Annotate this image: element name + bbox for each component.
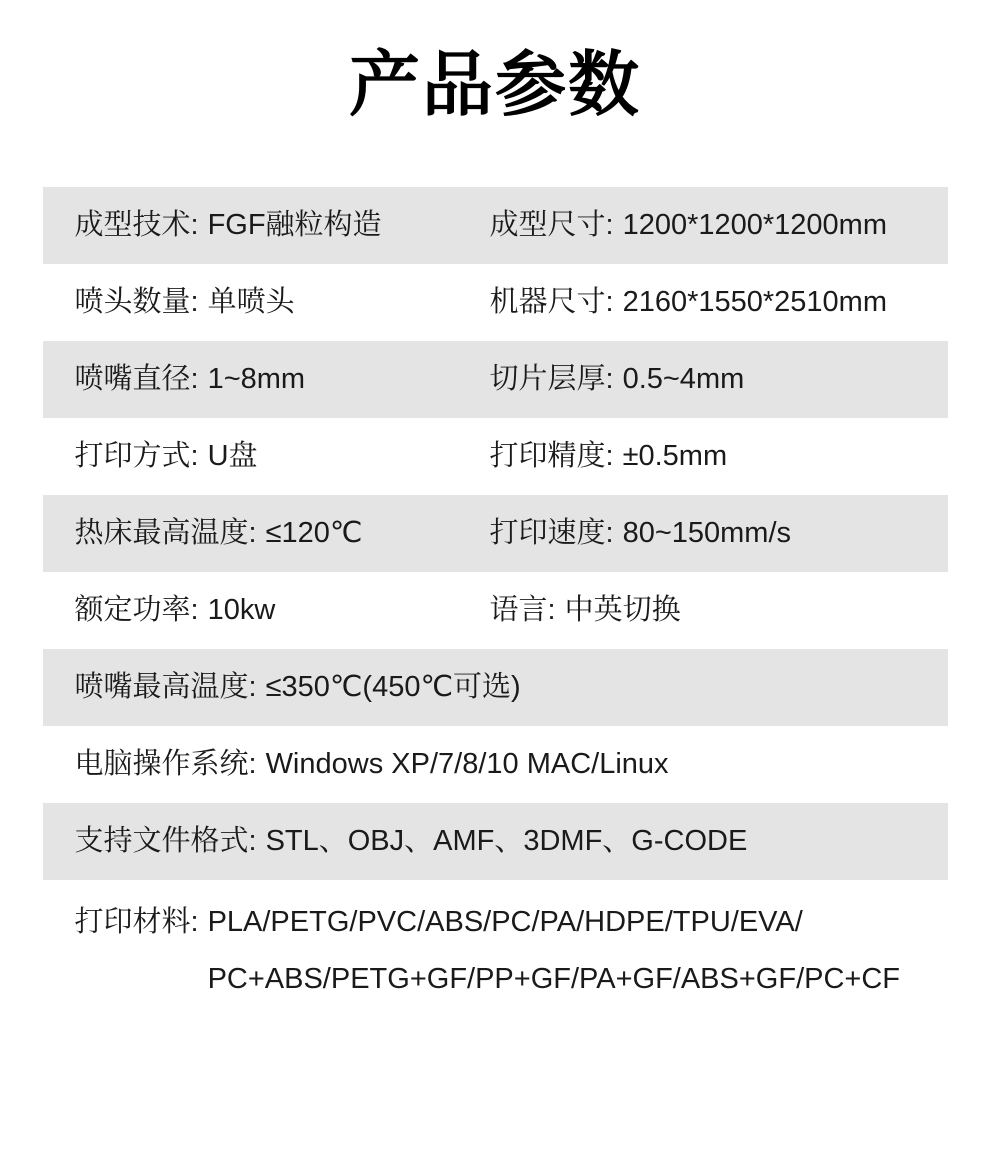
spec-value: 单喷头 (207, 286, 295, 319)
spec-row-os (43, 726, 948, 803)
spec-value-materials (208, 894, 900, 1008)
spec-value: 1200*1200*1200mm (622, 209, 887, 242)
spec-label: 喷嘴直径: (74, 363, 199, 396)
spec-value: ±0.5mm (622, 440, 728, 473)
spec-label: 喷头数量: (74, 286, 199, 319)
spec-label: 打印精度: (489, 440, 614, 473)
spec-cell-nozzle-diameter (75, 362, 490, 397)
spec-value: U盘 (207, 440, 258, 473)
spec-row-nozzle-count (43, 264, 948, 341)
spec-cell-layer-thickness (490, 362, 948, 397)
spec-row-molding (43, 187, 948, 264)
spec-value: 80~150mm/s (622, 517, 792, 550)
spec-value: Windows XP/7/8/10 MAC/Linux (265, 748, 669, 781)
spec-value: ≤350℃(450℃可选) (265, 671, 521, 704)
spec-value: FGF融粒构造 (207, 209, 382, 242)
spec-row-power (43, 572, 948, 649)
spec-label: 成型尺寸: (489, 209, 614, 242)
spec-label: 打印材料: (74, 906, 199, 938)
spec-cell-machine-size (490, 285, 948, 320)
spec-cell-nozzle-count (75, 285, 490, 320)
spec-cell-print-speed (490, 516, 948, 551)
spec-label: 切片层厚: (489, 363, 614, 396)
spec-value: 10kw (207, 594, 276, 627)
spec-row-bed-temp (43, 495, 948, 572)
spec-label: 支持文件格式: (74, 825, 257, 858)
spec-label: 热床最高温度: (74, 517, 257, 550)
material-line-1: PLA/PETG/PVC/ABS/PC/PA/HDPE/TPU/EVA/ (207, 906, 803, 938)
spec-cell-print-method (75, 439, 490, 474)
spec-cell-os (75, 747, 948, 782)
spec-label: 喷嘴最高温度: (74, 671, 257, 704)
material-line-2: PC+ABS/PETG+GF/PP+GF/PA+GF/ABS+GF/PC+CF (207, 963, 901, 995)
spec-value: ≤120℃ (265, 517, 363, 550)
spec-row-nozzle-diameter (43, 341, 948, 418)
spec-cell-nozzle-temp (75, 670, 948, 705)
spec-cell-file-formats (75, 824, 948, 859)
spec-row-materials (43, 880, 948, 1026)
product-spec-sheet (0, 46, 990, 1026)
spec-label: 打印方式: (74, 440, 199, 473)
spec-value: 1~8mm (207, 363, 306, 396)
spec-cell-language (490, 593, 948, 628)
spec-table (43, 187, 948, 1026)
spec-cell-print-precision (490, 439, 948, 474)
spec-cell-bed-temp (75, 516, 490, 551)
spec-label: 机器尺寸: (489, 286, 614, 319)
spec-label: 电脑操作系统: (74, 748, 257, 781)
spec-cell-build-size (490, 208, 948, 243)
spec-value: 2160*1550*2510mm (622, 286, 887, 319)
spec-cell-rated-power (75, 593, 490, 628)
spec-row-file-formats (43, 803, 948, 880)
spec-label: 语言: (489, 594, 556, 627)
page-title: 产品参数 (348, 46, 641, 125)
spec-row-print-method (43, 418, 948, 495)
spec-row-nozzle-temp (43, 649, 948, 726)
spec-value: 中英切换 (564, 594, 681, 627)
spec-label: 额定功率: (74, 594, 199, 627)
spec-cell-molding-tech (75, 208, 490, 243)
spec-label: 成型技术: (74, 209, 199, 242)
spec-value: STL、OBJ、AMF、3DMF、G-CODE (265, 825, 748, 858)
spec-value: 0.5~4mm (622, 363, 745, 396)
spec-label: 打印速度: (489, 517, 614, 550)
